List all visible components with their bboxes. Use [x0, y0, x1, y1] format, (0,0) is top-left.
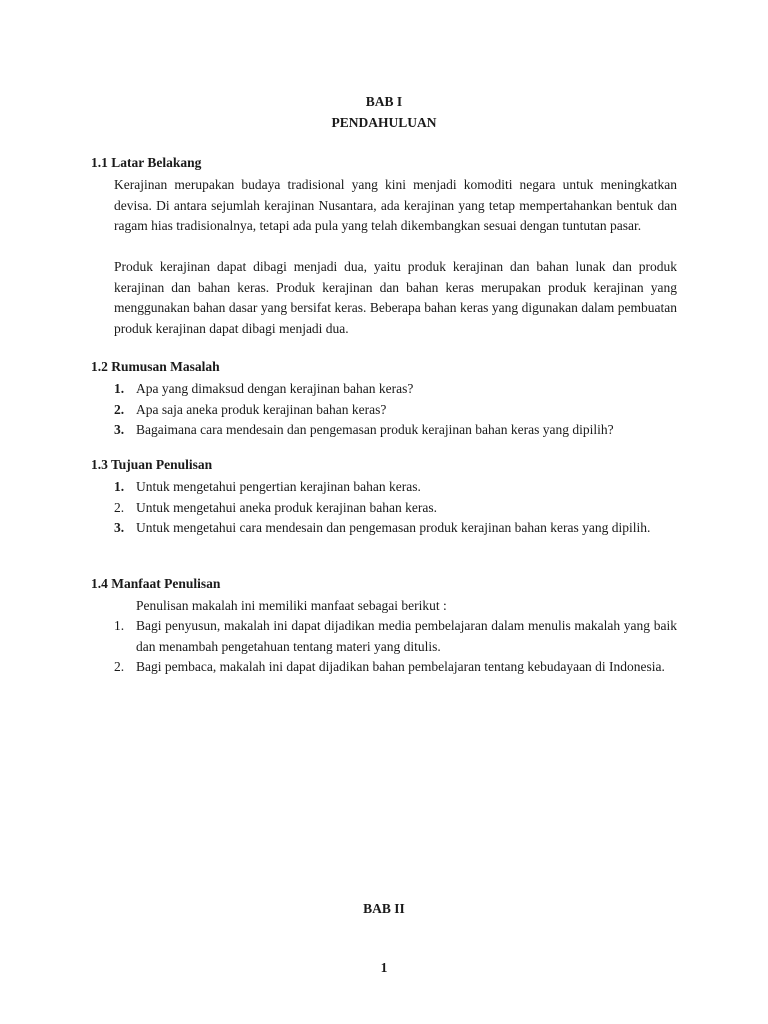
chapter-1-label: BAB I [365, 94, 403, 109]
list-text: Untuk mengetahui cara mendesain dan pengemasan produk kerajinan bahan keras yang dipilih. [136, 520, 651, 535]
list-number: 3. [114, 520, 125, 535]
section-1-4-heading: 1.4 Manfaat Penulisan [91, 576, 221, 591]
list-number: 3. [114, 422, 125, 437]
list-item [114, 477, 677, 498]
section-1-1-paragraph-2: Produk kerajinan dapat dibagi menjadi dua, yaitu produk kerajinan dan bahan lunak dan produk kerajinan dan bahan keras. Produk kerajinan dan bahan keras merupakan produk kerajinan yang menggunakan bahan dasar yang bersifat keras. Beberapa bahan keras yang digunakan dalam pembuatan produk kerajinan dapat dibagi menjadi dua. [114, 259, 677, 336]
section-1-1-heading: 1.1 Latar Belakang [91, 155, 202, 170]
list-text: Apa yang dimaksud dengan kerajinan bahan keras? [136, 381, 414, 396]
list-text: Bagaimana cara mendesain dan pengemasan produk kerajinan bahan keras yang dipilih? [136, 422, 614, 437]
section-1-3-list [114, 477, 677, 539]
list-number: 1. [114, 479, 125, 494]
list-item [114, 400, 677, 421]
section-1-3-heading: 1.3 Tujuan Penulisan [91, 457, 213, 472]
list-text: Untuk mengetahui aneka produk kerajinan bahan keras. [136, 499, 438, 515]
list-number: 1. [114, 381, 125, 396]
chapter-1-title: PENDAHULUAN [331, 115, 437, 130]
section-1-2-list [114, 379, 677, 441]
list-number: 2. [114, 659, 125, 674]
list-item [114, 420, 677, 441]
list-item [114, 518, 677, 539]
section-1-2-heading: 1.2 Rumusan Masalah [91, 359, 220, 374]
list-item [114, 657, 677, 678]
list-item [114, 498, 677, 519]
page-number: 1 [380, 960, 388, 975]
list-text: Untuk mengetahui pengertian kerajinan bahan keras. [136, 479, 421, 494]
list-item [114, 379, 677, 400]
list-number: 2. [114, 499, 125, 515]
section-1-4-intro: Penulisan makalah ini memiliki manfaat sebagai berikut : [136, 598, 447, 613]
chapter-2-label: BAB II [363, 901, 405, 916]
list-item [114, 616, 677, 657]
list-text: Bagi penyusun, makalah ini dapat dijadikan media pembelajaran dalam menulis makalah yang baik dan menambah pengetahuan tentang materi yang ditulis. [136, 618, 677, 654]
list-number: 2. [114, 401, 125, 417]
list-text: Apa saja aneka produk kerajinan bahan keras? [136, 401, 387, 417]
section-1-4-list [114, 616, 677, 678]
section-1-1-paragraph-1: Kerajinan merupakan budaya tradisional yang kini menjadi komoditi negara untuk meningkatkan devisa. Di antara sejumlah kerajinan Nusantara, ada kerajinan yang tetap mempertahankan bentuk dan ragam hias tradisionalnya, tetapi ada pula yang telah dikembangkan sesuai dengan tuntutan pasar. [114, 177, 677, 233]
list-number: 1. [114, 618, 125, 633]
list-text: Bagi pembaca, makalah ini dapat dijadikan bahan pembelajaran tentang kebudayaan di Indonesia. [136, 659, 665, 674]
